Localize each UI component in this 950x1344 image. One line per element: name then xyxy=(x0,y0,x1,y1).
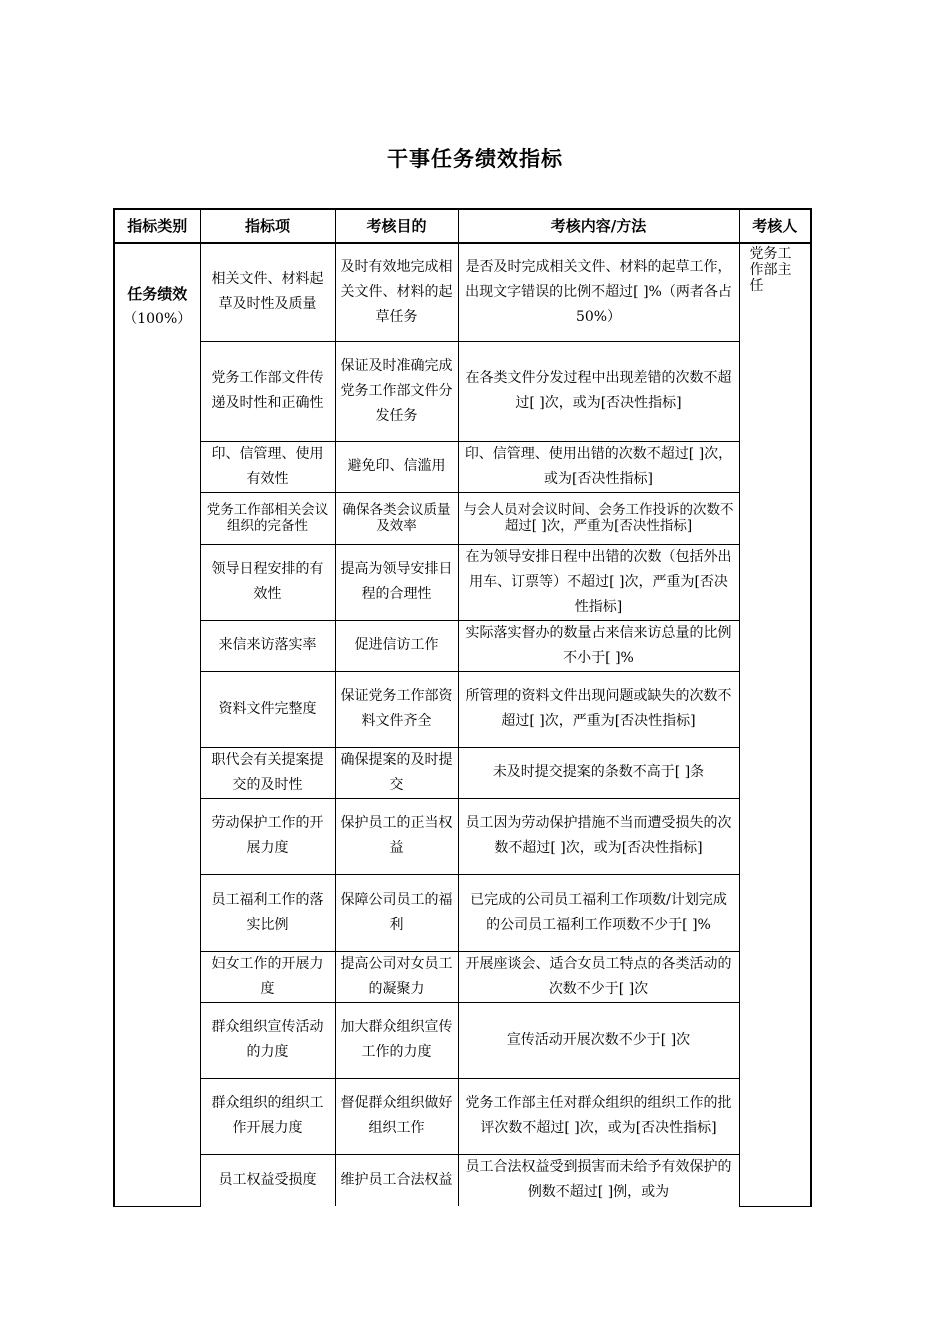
row-purpose: 提高为领导安排日程的合理性 xyxy=(335,544,458,620)
table-row xyxy=(114,1002,811,1078)
table-row xyxy=(114,671,811,747)
row-purpose: 避免印、信滥用 xyxy=(335,441,458,492)
row-purpose: 提高公司对女员工的凝聚力 xyxy=(335,951,458,1002)
row-item: 党务工作部文件传递及时性和正确性 xyxy=(200,341,335,441)
row-method: 印、信管理、使用出错的次数不超过[ ]次，或为[否决性指标] xyxy=(458,441,739,492)
row-method: 员工因为劳动保护措施不当而遭受损失的次数不超过[ ]次，或为[否决性指标] xyxy=(458,798,739,874)
row-item: 领导日程安排的有效性 xyxy=(200,544,335,620)
header-purpose: 考核目的 xyxy=(335,209,458,243)
table-row xyxy=(114,620,811,671)
table-row xyxy=(114,544,811,620)
header-method: 考核内容/方法 xyxy=(458,209,739,243)
table-row xyxy=(114,747,811,798)
row-method: 是否及时完成相关文件、材料的起草工作，出现文字错误的比例不超过[ ]%（两者各占 50%） xyxy=(458,243,739,341)
row-item: 资料文件完整度 xyxy=(200,671,335,747)
row-method: 党务工作部主任对群众组织的组织工作的批评次数不超过[ ]次，或为[否决性指标] xyxy=(458,1078,739,1154)
page-title: 干事任务绩效指标 xyxy=(387,147,563,171)
row-purpose: 保护员工的正当权益 xyxy=(335,798,458,874)
row-method: 在各类文件分发过程中出现差错的次数不超过[ ]次，或为[否决性指标] xyxy=(458,341,739,441)
row-item: 印、信管理、使用有效性 xyxy=(200,441,335,492)
table-row xyxy=(114,951,811,1002)
category-cell xyxy=(114,243,200,1206)
row-method: 已完成的公司员工福利工作项数/计划完成的公司员工福利工作项数不少于[ ]% xyxy=(458,874,739,951)
reviewer-cell: 党务工作部主任 xyxy=(739,243,811,1206)
row-purpose: 确保提案的及时提交 xyxy=(335,747,458,798)
row-item: 相关文件、材料起草及时性及质量 xyxy=(200,243,335,341)
row-item: 群众组织宣传活动的力度 xyxy=(200,1002,335,1078)
table-row xyxy=(114,874,811,951)
row-purpose: 促进信访工作 xyxy=(335,620,458,671)
row-item: 妇女工作的开展力度 xyxy=(200,951,335,1002)
row-item: 劳动保护工作的开展力度 xyxy=(200,798,335,874)
row-method: 宣传活动开展次数不少于[ ]次 xyxy=(458,1002,739,1078)
row-item: 党务工作部相关会议组织的完备性 xyxy=(200,492,335,544)
row-method: 所管理的资料文件出现问题或缺失的次数不超过[ ]次，严重为[否决性指标] xyxy=(458,671,739,747)
table-row xyxy=(114,441,811,492)
table-row xyxy=(114,798,811,874)
row-purpose: 加大群众组织宣传工作的力度 xyxy=(335,1002,458,1078)
category-name: 任务绩效 xyxy=(127,285,188,303)
header-reviewer: 考核人 xyxy=(739,209,811,243)
header-item: 指标项 xyxy=(200,209,335,243)
row-method: 在为领导安排日程中出错的次数（包括外出用车、订票等）不超过[ ]次，严重为[否决性指标] xyxy=(458,544,739,620)
table-row xyxy=(114,1078,811,1154)
kpi-table xyxy=(113,208,812,1207)
row-method: 未及时提交提案的条数不高于[ ]条 xyxy=(458,747,739,798)
table-row xyxy=(114,1154,811,1206)
row-item: 员工权益受损度 xyxy=(200,1154,335,1206)
row-purpose: 保障公司员工的福利 xyxy=(335,874,458,951)
category-weight: （100%） xyxy=(123,311,192,327)
row-purpose: 保证党务工作部资料文件齐全 xyxy=(335,671,458,747)
table-row xyxy=(114,492,811,544)
row-purpose: 督促群众组织做好组织工作 xyxy=(335,1078,458,1154)
row-method: 与会人员对会议时间、会务工作投诉的次数不超过[ ]次，严重为[否决性指标] xyxy=(458,492,739,544)
row-purpose: 维护员工合法权益 xyxy=(335,1154,458,1206)
table-row xyxy=(114,341,811,441)
row-item: 职代会有关提案提交的及时性 xyxy=(200,747,335,798)
row-method: 员工合法权益受到损害而未给予有效保护的例数不超过[ ]例，或为 xyxy=(458,1154,739,1206)
row-item: 群众组织的组织工作开展力度 xyxy=(200,1078,335,1154)
row-item: 员工福利工作的落实比例 xyxy=(200,874,335,951)
row-item: 来信来访落实率 xyxy=(200,620,335,671)
table-row xyxy=(114,243,811,341)
row-method: 实际落实督办的数量占来信来访总量的比例不小于[ ]% xyxy=(458,620,739,671)
row-purpose: 及时有效地完成相关文件、材料的起草任务 xyxy=(335,243,458,341)
header-category: 指标类别 xyxy=(114,209,200,243)
row-purpose: 确保各类会议质量及效率 xyxy=(335,492,458,544)
table-header-row xyxy=(114,209,811,243)
row-method: 开展座谈会、适合女员工特点的各类活动的次数不少于[ ]次 xyxy=(458,951,739,1002)
row-purpose: 保证及时准确完成党务工作部文件分发任务 xyxy=(335,341,458,441)
